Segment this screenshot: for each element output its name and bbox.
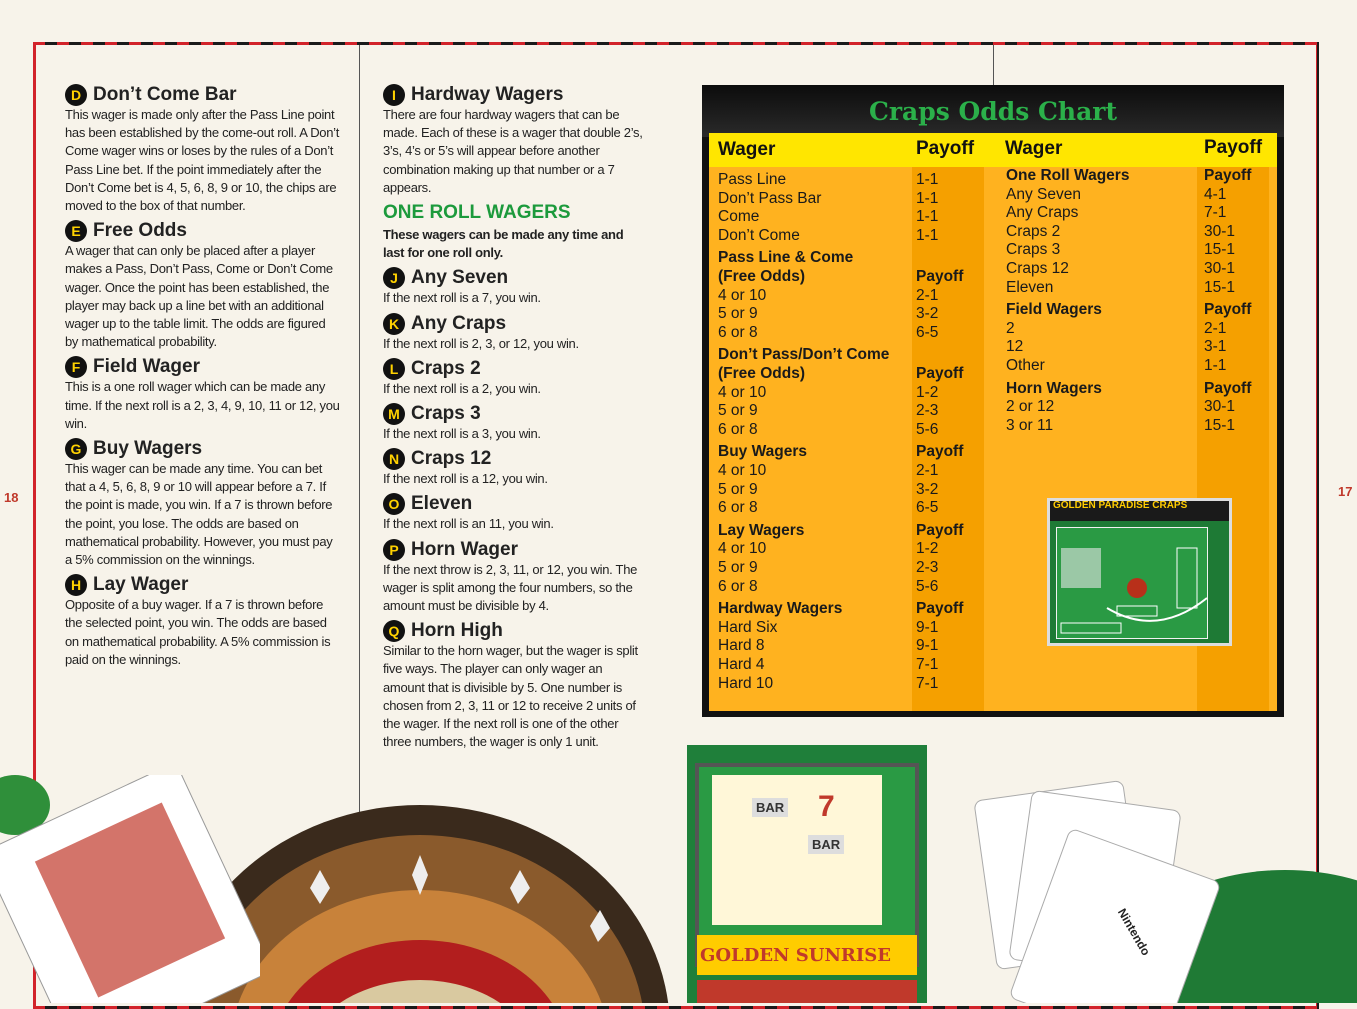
rule-section — [65, 356, 340, 433]
rules-column-left — [65, 80, 340, 674]
king-card-illustration — [0, 775, 260, 1003]
letter-badge: Q — [383, 620, 405, 642]
letter-badge: F — [65, 356, 87, 378]
chart-payoff: 30-1 — [1204, 260, 1236, 277]
chart-wager: 4 or 10 — [718, 540, 767, 558]
rule-title: Horn Wager — [411, 538, 518, 560]
reel-symbol: 7 — [818, 790, 835, 823]
rule-heading — [65, 84, 340, 106]
chart-wager: 4 or 10 — [718, 286, 767, 304]
page-number-left: 18 — [4, 490, 19, 505]
chart-section-label: Field Wagers — [1006, 301, 1102, 319]
rule-section — [65, 84, 340, 215]
chart-wager: 5 or 9 — [718, 305, 758, 323]
rule-heading — [65, 574, 340, 596]
rule-section — [383, 493, 645, 533]
chart-wager: Hard 4 — [718, 656, 765, 673]
screenshot-title: GOLDEN PARADISE CRAPS — [1050, 501, 1229, 521]
chart-wager: Craps 12 — [1006, 260, 1069, 277]
chart-payoff: 2-1 — [916, 462, 939, 479]
chart-payoff: 5-6 — [916, 420, 939, 438]
chart-section-label: Pass Line & Come — [718, 249, 854, 267]
chart-payoff-label: Payoff — [916, 521, 964, 539]
chart-wager: 5 or 9 — [718, 559, 758, 576]
chart-payoff: 2-3 — [916, 559, 939, 576]
rules-column-right — [383, 80, 645, 756]
slot-machine-marquee: GOLDEN SUNRISE — [700, 945, 892, 966]
rule-title: Hardway Wagers — [411, 84, 564, 105]
chart-wager: Craps 3 — [1006, 241, 1061, 259]
rule-section — [383, 448, 645, 488]
rule-text: This is a one roll wager which can be made any time. If the next roll is a 2, 3, 4, 9, 10, 11 or 12, you win. — [65, 379, 340, 431]
chart-payoff: 2-1 — [916, 286, 939, 304]
chart-wager: 5 or 9 — [718, 402, 758, 420]
chart-payoff: 6-5 — [916, 499, 939, 517]
rule-heading — [383, 493, 645, 515]
chart-wager: Craps 2 — [1006, 222, 1061, 240]
chart-wager: 12 — [1006, 338, 1024, 356]
rule-title: Any Craps — [411, 312, 507, 334]
chart-payoff: 1-1 — [916, 171, 939, 188]
rule-heading — [65, 356, 340, 378]
card-brand-text: Nintendo — [1114, 905, 1154, 959]
rule-section — [383, 84, 645, 197]
reel-symbol: BAR — [752, 798, 788, 817]
chart-wager: Hard Six — [718, 618, 778, 636]
chart-payoff: 15-1 — [1204, 278, 1236, 296]
chart-section-label: Hardway Wagers — [718, 600, 843, 618]
rule-title: Horn High — [411, 620, 503, 642]
letter-badge: I — [383, 84, 405, 106]
rule-title: Craps 2 — [411, 357, 481, 379]
chart-payoff: 3-2 — [916, 480, 939, 498]
rule-section — [65, 574, 340, 669]
chart-wager: 2 — [1006, 319, 1015, 337]
rule-heading — [383, 620, 645, 642]
chart-wager: Any Craps — [1006, 204, 1079, 222]
rule-section — [383, 539, 645, 616]
chart-wager: Don’t Pass Bar — [718, 189, 822, 207]
chart-wager: 6 or 8 — [718, 577, 758, 595]
chart-payoff: 1-2 — [916, 540, 939, 558]
chart-payoff: 7-1 — [1204, 204, 1227, 222]
rule-text: If the next roll is a 2, you win. — [383, 380, 541, 396]
rule-text: If the next throw is 2, 3, 11, or 12, you win. The wager is split among the four numbers, so the amount must be divisible by 4. — [383, 561, 638, 614]
chart-payoff-label: Payoff — [916, 600, 964, 618]
letter-badge: G — [65, 438, 87, 460]
chart-wager: 3 or 11 — [1006, 416, 1054, 434]
rule-section — [383, 313, 645, 353]
chart-payoff: 3-2 — [916, 305, 939, 323]
page-number-right: 17 — [1338, 484, 1353, 499]
rule-heading — [383, 358, 645, 380]
rule-text: If the next roll is a 7, you win. — [383, 290, 541, 306]
chart-header-row — [709, 133, 1277, 167]
chart-section-label: Horn Wagers — [1006, 379, 1102, 397]
letter-badge: J — [383, 267, 405, 289]
rule-section — [65, 438, 340, 569]
chart-section-label: (Free Odds) — [718, 268, 805, 285]
chart-payoff: 9-1 — [916, 618, 939, 636]
letter-badge: K — [383, 313, 405, 335]
chart-payoff-label: Payoff — [916, 443, 964, 461]
chart-wager: 6 or 8 — [718, 323, 758, 341]
rule-title: Lay Wager — [93, 574, 189, 596]
header-payoff: Payoff — [916, 138, 975, 159]
letter-badge: N — [383, 448, 405, 470]
header-wager: Wager — [718, 139, 776, 160]
chart-payoff: 9-1 — [916, 637, 939, 655]
rule-title: Don’t Come Bar — [93, 84, 237, 105]
chart-wager: 6 or 8 — [718, 420, 758, 438]
rule-title: Free Odds — [93, 220, 187, 242]
rule-text: If the next roll is a 3, you win. — [383, 426, 541, 442]
rule-text: Opposite of a buy wager. If a 7 is thrown before the selected point, you win. The odds are based on mathematical probability. A 5% commission is paid on the winnings. — [65, 597, 331, 667]
rule-title: Craps 3 — [411, 403, 481, 425]
rule-text: If the next roll is a 12, you win. — [383, 471, 548, 487]
rule-text: Similar to the horn wager, but the wager is split five ways. The player can only wager an amount that is divisible by 5. One number is chosen from 2, 3, 11 or 12 to receive 2 units of the wager. If the next roll is one of the other three numbers, the wager is only 1 unit. — [383, 643, 638, 750]
chart-wager: Pass Line — [718, 171, 787, 188]
chart-wager: Don’t Come — [718, 226, 800, 244]
chart-payoff: 2-3 — [916, 402, 939, 420]
chart-wager: Any Seven — [1006, 185, 1081, 203]
chart-wager: Hard 8 — [718, 637, 765, 655]
rule-heading — [383, 448, 645, 470]
chart-payoff: 6-5 — [916, 323, 939, 341]
rule-title: Buy Wagers — [93, 438, 203, 460]
playing-cards-illustration — [955, 780, 1357, 1003]
chart-payoff: 1-2 — [916, 383, 939, 401]
chart-wager: Hard 10 — [718, 674, 774, 692]
game-screenshot — [1047, 498, 1232, 646]
rule-text: If the next roll is an 11, you win. — [383, 516, 554, 532]
chart-payoff: 1-1 — [916, 208, 939, 226]
rule-title: Field Wager — [93, 356, 200, 378]
rule-section — [383, 403, 645, 443]
column-divider — [993, 45, 994, 85]
letter-badge: L — [383, 358, 405, 380]
chart-wager: 4 or 10 — [718, 383, 767, 401]
chart-payoff: 30-1 — [1204, 398, 1236, 416]
chart-section-label: Buy Wagers — [718, 443, 808, 461]
chart-payoff: 1-1 — [916, 189, 939, 207]
header-payoff: Payoff — [1204, 137, 1263, 158]
chart-section-label: Don’t Pass/Don’t Come — [718, 346, 890, 364]
chart-wager: 2 or 12 — [1006, 398, 1055, 416]
chart-payoff: 5-6 — [916, 577, 939, 595]
letter-badge: H — [65, 574, 87, 596]
craps-table-graphic — [1057, 528, 1207, 638]
rule-section — [383, 267, 645, 307]
rule-text: There are four hardway wagers that can be made. Each of these is a wager that double 2’s, 3’s, 4’s or 5’s will appear before another combination making up that number or a 7 appears. — [383, 107, 643, 195]
rule-text: A wager that can only be placed after a player makes a Pass, Don’t Pass, Come or Don’t Come wager. Once the point has been established, the player may back up a line bet with an additional wager up to the table limit. The odds are figured by mathematical probability. — [65, 243, 333, 350]
chart-payoff: 15-1 — [1204, 416, 1236, 434]
one-roll-heading: ONE ROLL WAGERS — [383, 202, 571, 224]
rule-text: This wager can be made any time. You can bet that a 4, 5, 6, 8, 9 or 10 will appear before a 7. If the point is made, you win. If a 7 is thrown before the point, you lose. The odds are based on mathematical probability. However, you must pay a 5% commission on the winnings. — [65, 461, 333, 568]
chart-payoff: 3-1 — [1204, 338, 1227, 356]
chart-payoff: 7-1 — [916, 656, 939, 673]
rule-section — [383, 358, 645, 398]
rule-heading — [383, 403, 645, 425]
header-wager: Wager — [1005, 138, 1063, 159]
chart-payoff: 4-1 — [1204, 185, 1227, 203]
letter-badge: E — [65, 220, 87, 242]
craps-table-image — [1056, 527, 1208, 639]
rule-section — [65, 220, 340, 351]
rule-section — [383, 620, 645, 751]
chart-section-label: (Free Odds) — [718, 365, 805, 382]
letter-badge: D — [65, 84, 87, 106]
rule-heading — [65, 220, 340, 242]
chart-payoff: 1-1 — [1204, 357, 1227, 374]
chart-payoff: 7-1 — [916, 674, 939, 692]
chart-payoff-label: Payoff — [916, 268, 964, 285]
reel-symbol: BAR — [808, 835, 844, 854]
chart-title: Craps Odds Chart — [702, 85, 1284, 137]
chart-wager: Eleven — [1006, 278, 1054, 296]
rule-heading — [65, 438, 340, 460]
chart-wager: 5 or 9 — [718, 480, 758, 498]
chart-payoff-label: Payoff — [1204, 301, 1252, 319]
letter-badge: O — [383, 493, 405, 515]
letter-badge: M — [383, 403, 405, 425]
chart-payoff-label: Payoff — [1204, 379, 1252, 397]
chart-wager: Come — [718, 208, 760, 226]
chart-section-label: Lay Wagers — [718, 521, 805, 539]
chart-payoff: 30-1 — [1204, 222, 1236, 240]
rule-heading — [383, 267, 645, 289]
chart-section-label: One Roll Wagers — [1006, 167, 1130, 184]
rule-text: This wager is made only after the Pass Line point has been established by the come-out roll. A Don’t Come wager wins or loses by the rules of a Don’t Pass Line bet. If the point immediately after the Don’t Come bet is 4, 5, 6, 8, 9 or 10, the chips are moved to the box of that number. — [65, 107, 340, 214]
letter-badge: P — [383, 539, 405, 561]
chart-payoff: 1-1 — [916, 226, 939, 244]
chart-payoff-label: Payoff — [1204, 167, 1252, 184]
chart-payoff-label: Payoff — [916, 365, 964, 382]
chart-payoff: 2-1 — [1204, 319, 1227, 337]
chart-wager: 6 or 8 — [718, 499, 758, 517]
rule-title: Craps 12 — [411, 448, 492, 470]
one-roll-intro: These wagers can be made any time and last for one roll only. — [383, 227, 624, 261]
chart-wager: Other — [1006, 357, 1045, 374]
rule-heading — [383, 539, 645, 561]
rule-title: Eleven — [411, 493, 473, 515]
rule-heading — [383, 84, 645, 106]
rule-text: If the next roll is 2, 3, or 12, you win. — [383, 335, 579, 351]
rule-title: Any Seven — [411, 267, 509, 289]
chart-wager: 4 or 10 — [718, 462, 767, 479]
chart-payoff: 15-1 — [1204, 241, 1236, 259]
column-divider — [359, 45, 360, 815]
rule-heading — [383, 313, 645, 335]
